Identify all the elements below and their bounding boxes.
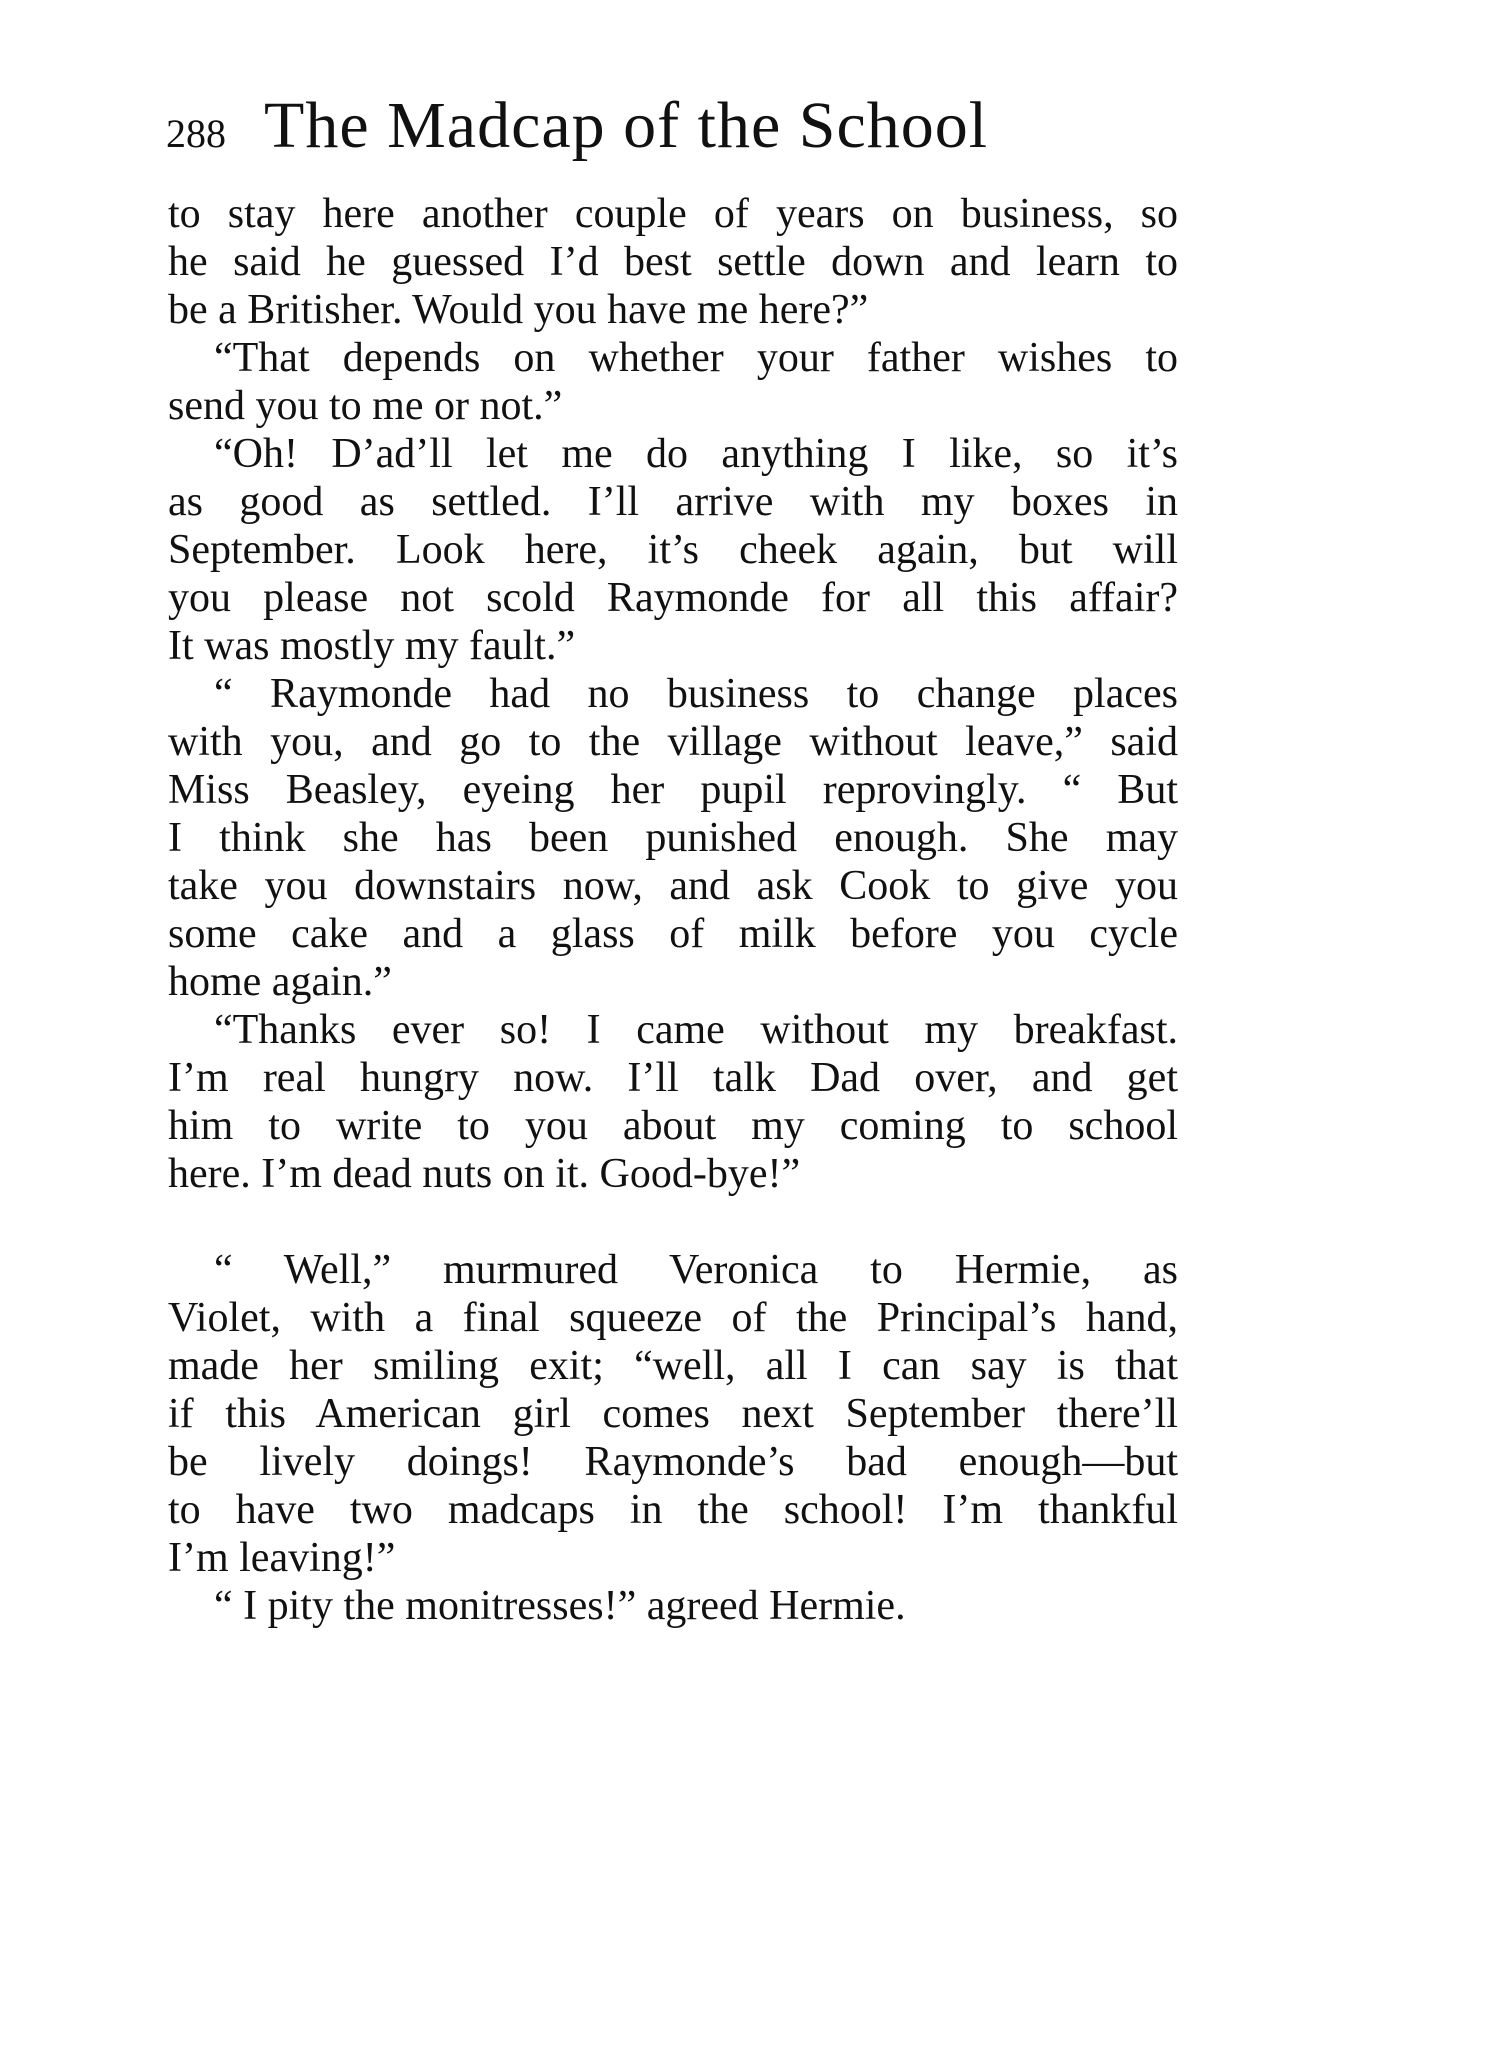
text-line: take you downstairs now, and ask Cook to give you [168,863,1178,909]
text-line: to have two madcaps in the school! I’m thankful [168,1487,1178,1533]
text-line: made her smiling exit; “well, all I can say is that [168,1343,1178,1389]
text-line: “ Raymonde had no business to change places [214,671,1178,717]
text-line: send you to me or not.” [168,383,563,429]
text-line: It was mostly my fault.” [168,623,576,669]
section-break [168,1198,1178,1246]
text-line: I’m real hungry now. I’ll talk Dad over, and get [168,1055,1178,1101]
text-line: Miss Beasley, eyeing her pupil reprovingly. “ But [168,767,1178,813]
text-line: him to write to you about my coming to school [168,1103,1178,1149]
text-line: be lively doings! Raymonde’s bad enough—but [168,1439,1178,1485]
text-line: “Thanks ever so! I came without my breakfast. [214,1007,1178,1053]
text-line: some cake and a glass of milk before you cycle [168,911,1178,957]
text-line: he said he guessed I’d best settle down and learn to [168,239,1178,285]
text-line: to stay here another couple of years on business, so [168,191,1178,237]
text-line: with you, and go to the village without leave,” said [168,719,1178,765]
text-line: home again.” [168,959,392,1005]
text-line: I think she has been punished enough. She may [168,815,1178,861]
text-line: Violet, with a final squeeze of the Principal’s hand, [168,1295,1178,1341]
text-line: here. I’m dead nuts on it. Good-bye!” [168,1151,801,1197]
text-line: September. Look here, it’s cheek again, but will [168,527,1178,573]
text-line: I’m leaving!” [168,1535,396,1581]
body-text [168,190,1178,1630]
text-line: “That depends on whether your father wishes to [214,335,1178,381]
page-header [166,88,1186,168]
text-line: “ Well,” murmured Veronica to Hermie, as [214,1247,1178,1293]
text-line: if this American girl comes next September there’ll [168,1391,1178,1437]
text-line: you please not scold Raymonde for all this affair? [168,575,1178,621]
running-title: The Madcap of the School [264,89,989,162]
page-number: 288 [166,111,226,156]
text-line: be a Britisher. Would you have me here?” [168,287,869,333]
text-line: “ I pity the monitresses!” agreed Hermie. [214,1583,906,1629]
text-line: “Oh! D’ad’ll let me do anything I like, so it’s [214,431,1178,477]
text-line: as good as settled. I’ll arrive with my boxes in [168,479,1178,525]
